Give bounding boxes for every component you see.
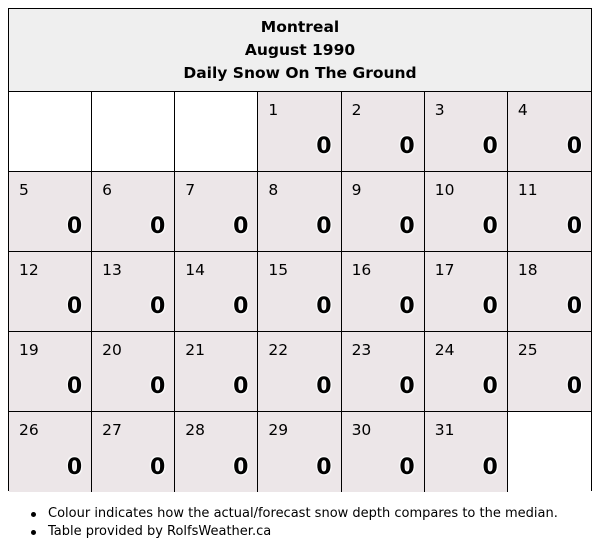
snow-depth-value: 0 (149, 214, 166, 239)
day-cell (342, 172, 425, 252)
day-number: 20 (102, 341, 122, 359)
day-cell (175, 172, 258, 252)
day-cell (508, 92, 591, 172)
day-cell (258, 252, 341, 332)
empty-day-cell (175, 92, 258, 172)
day-number: 18 (517, 261, 538, 279)
day-number: 29 (268, 421, 289, 439)
snow-depth-value: 0 (316, 294, 332, 319)
day-cell (508, 172, 591, 252)
day-number: 4 (517, 101, 528, 119)
snow-depth-value: 0 (149, 374, 166, 399)
snow-depth-value: 0 (233, 455, 249, 480)
snow-depth-value: 0 (399, 294, 415, 319)
day-number: 13 (102, 261, 122, 279)
day-cell (342, 332, 425, 412)
day-number: 22 (268, 341, 289, 359)
day-cell (425, 412, 508, 492)
snow-depth-value: 0 (316, 455, 332, 480)
day-cell (258, 332, 341, 412)
snow-depth-value: 0 (482, 294, 498, 319)
snow-depth-value: 0 (316, 214, 332, 239)
day-cell (92, 412, 175, 492)
day-number: 6 (102, 181, 113, 199)
day-cell (258, 92, 341, 172)
day-cell (508, 332, 591, 412)
day-number: 16 (351, 261, 372, 279)
empty-day-cell (508, 412, 591, 492)
snow-depth-value: 0 (566, 374, 582, 399)
snow-depth-value: 0 (482, 134, 498, 159)
day-number: 26 (19, 421, 39, 439)
day-cell (92, 252, 175, 332)
metric-title: Daily Snow On The Ground (183, 63, 417, 82)
snow-depth-value: 0 (66, 455, 83, 480)
snow-depth-value: 0 (566, 134, 582, 159)
snow-depth-value: 0 (233, 294, 249, 319)
day-number: 8 (268, 181, 279, 199)
footnote-credit: Table provided by RolfsWeather.ca (48, 523, 558, 541)
snow-depth-value: 0 (149, 455, 166, 480)
snow-depth-value: 0 (482, 214, 498, 239)
day-number: 15 (268, 261, 289, 279)
day-number: 10 (434, 181, 455, 199)
day-cell (425, 252, 508, 332)
footnotes (48, 505, 558, 541)
day-number: 12 (19, 261, 39, 279)
day-cell (175, 252, 258, 332)
day-number: 25 (517, 341, 538, 359)
day-cell (9, 412, 92, 492)
snow-depth-value: 0 (566, 294, 582, 319)
day-cell (258, 412, 341, 492)
day-cell (342, 252, 425, 332)
day-number: 3 (434, 101, 445, 119)
snow-depth-value: 0 (399, 374, 415, 399)
day-number: 14 (185, 261, 206, 279)
month-title: August 1990 (244, 40, 356, 59)
snow-depth-value: 0 (399, 455, 415, 480)
snow-depth-value: 0 (399, 214, 415, 239)
snow-depth-value: 0 (482, 374, 498, 399)
day-number: 23 (351, 341, 372, 359)
day-number: 28 (185, 421, 206, 439)
day-cell (9, 252, 92, 332)
snow-depth-value: 0 (316, 374, 332, 399)
day-cell (175, 412, 258, 492)
empty-day-cell (9, 92, 92, 172)
snow-depth-value: 0 (399, 134, 415, 159)
day-number: 19 (19, 341, 39, 359)
snow-depth-value: 0 (66, 374, 83, 399)
day-number: 1 (268, 101, 279, 119)
day-number: 21 (185, 341, 206, 359)
day-number: 24 (434, 341, 455, 359)
day-cell (258, 172, 341, 252)
day-number: 5 (19, 181, 29, 199)
snow-depth-value: 0 (316, 134, 332, 159)
day-number: 7 (185, 181, 196, 199)
day-number: 30 (351, 421, 372, 439)
city-title: Montreal (260, 17, 340, 36)
day-number: 11 (517, 181, 538, 199)
day-number: 31 (434, 421, 455, 439)
calendar-header (9, 9, 591, 92)
day-cell (9, 172, 92, 252)
day-cell (92, 172, 175, 252)
day-cell (425, 332, 508, 412)
calendar-grid (9, 92, 591, 492)
snow-depth-value: 0 (566, 214, 582, 239)
day-cell (508, 252, 591, 332)
day-cell (92, 332, 175, 412)
snow-depth-value: 0 (149, 294, 166, 319)
snow-depth-value: 0 (233, 374, 249, 399)
snow-depth-value: 0 (66, 294, 83, 319)
day-cell (425, 92, 508, 172)
day-cell (9, 332, 92, 412)
day-number: 9 (351, 181, 362, 199)
day-cell (175, 332, 258, 412)
day-cell (425, 172, 508, 252)
calendar-table (8, 8, 592, 491)
snow-depth-value: 0 (482, 455, 498, 480)
day-number: 17 (434, 261, 455, 279)
day-cell (342, 92, 425, 172)
footnote-colour: Colour indicates how the actual/forecast snow depth compares to the median. (48, 506, 558, 521)
empty-day-cell (92, 92, 175, 172)
day-cell (342, 412, 425, 492)
day-number: 2 (351, 101, 362, 119)
snow-depth-value: 0 (66, 214, 83, 239)
day-number: 27 (102, 421, 122, 439)
snow-depth-value: 0 (233, 214, 249, 239)
